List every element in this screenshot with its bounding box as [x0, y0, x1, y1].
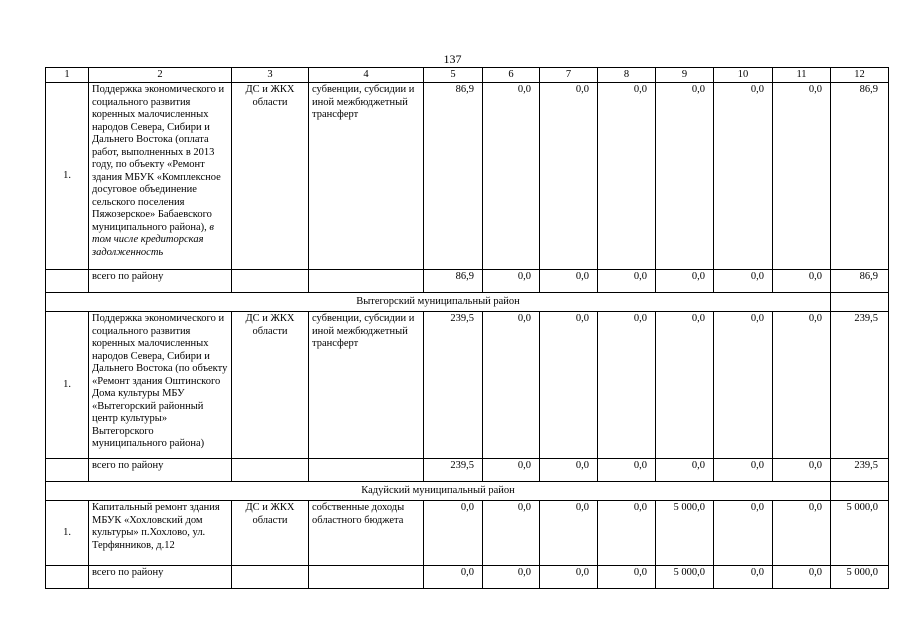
column-header: 4 [309, 68, 424, 83]
total-row [46, 459, 889, 482]
measure-name: Капитальный ремонт здания МБУК «Хохловский дом культуры» п.Хохлово, ул. Терфянников, д.12 [92, 502, 220, 551]
section-title: Кадуйский муниципальный район [46, 482, 831, 501]
department: ДС и ЖКХ области [232, 312, 309, 459]
amount-cell: 0,0 [598, 312, 656, 459]
amount-cell: 0,0 [714, 312, 773, 459]
total-amount-cell: 5 000,0 [656, 566, 714, 589]
total-empty-cell [232, 566, 309, 589]
row-number: 1. [46, 501, 89, 566]
amount-cell: 0,0 [773, 83, 831, 270]
section-title: Вытегорский муниципальный район [46, 293, 831, 312]
amount-cell: 0,0 [540, 501, 598, 566]
total-empty-cell [232, 270, 309, 293]
total-amount-cell: 0,0 [483, 459, 540, 482]
total-amount-cell: 0,0 [483, 270, 540, 293]
total-amount-cell: 0,0 [598, 459, 656, 482]
total-empty-cell [309, 566, 424, 589]
total-label: всего по району [89, 566, 232, 589]
amount-cell: 86,9 [424, 83, 483, 270]
column-header: 9 [656, 68, 714, 83]
total-amount-cell: 0,0 [714, 459, 773, 482]
column-number-row [46, 68, 889, 83]
row-number: 1. [46, 83, 89, 270]
amount-cell: 0,0 [540, 83, 598, 270]
column-header: 12 [831, 68, 889, 83]
total-amount-cell: 5 000,0 [831, 566, 889, 589]
section-row [46, 482, 889, 501]
total-amount-cell: 0,0 [656, 459, 714, 482]
data-row [46, 312, 889, 459]
total-amount-cell: 0,0 [540, 459, 598, 482]
amount-cell: 0,0 [656, 312, 714, 459]
amount-cell: 0,0 [540, 312, 598, 459]
column-header: 5 [424, 68, 483, 83]
funding-source: собственные доходы областного бюджета [309, 501, 424, 566]
funding-source: субвенции, субсидии и иной межбюджетный трансферт [309, 312, 424, 459]
total-amount-cell: 0,0 [424, 566, 483, 589]
total-row [46, 566, 889, 589]
total-amount-cell: 0,0 [714, 566, 773, 589]
measure-name-cell [89, 501, 232, 566]
total-amount-cell: 0,0 [773, 270, 831, 293]
amount-cell: 5 000,0 [831, 501, 889, 566]
amount-cell: 0,0 [773, 312, 831, 459]
total-label: всего по району [89, 459, 232, 482]
amount-cell: 0,0 [714, 501, 773, 566]
total-amount-cell: 0,0 [773, 566, 831, 589]
total-amount-cell: 239,5 [831, 459, 889, 482]
column-header: 11 [773, 68, 831, 83]
row-number: 1. [46, 312, 89, 459]
measure-name: Поддержка экономического и социального развития коренных малочисленных народов Севера, Сибири и Дальнего Востока (по объекту «Ремонт здания Оштинского Дома культуры МБУ «Вытегорский районный центр культуры» Вытегорского муниципального района) [92, 313, 228, 449]
amount-cell: 0,0 [656, 83, 714, 270]
budget-table [45, 67, 889, 589]
total-label: всего по району [89, 270, 232, 293]
amount-cell: 5 000,0 [656, 501, 714, 566]
funding-source: субвенции, субсидии и иной межбюджетный трансферт [309, 83, 424, 270]
department: ДС и ЖКХ области [232, 83, 309, 270]
measure-name-cell [89, 83, 232, 270]
department: ДС и ЖКХ области [232, 501, 309, 566]
total-amount-cell: 0,0 [540, 566, 598, 589]
column-header: 2 [89, 68, 232, 83]
amount-cell: 0,0 [483, 501, 540, 566]
column-header: 8 [598, 68, 656, 83]
amount-cell: 0,0 [598, 501, 656, 566]
total-amount-cell: 0,0 [483, 566, 540, 589]
total-empty-cell [232, 459, 309, 482]
amount-cell: 0,0 [714, 83, 773, 270]
page-number: 137 [443, 52, 462, 66]
measure-name: Поддержка экономического и социального развития коренных малочисленных народов Севера, Сибири и Дальнего Востока (оплата работ, выполненных в 2013 году, по объекту «Ремонт здания МБУК «Комплексное досуговое объединение сельского поселения Пяжозерское» Бабаевского муниципального района), [92, 84, 225, 233]
total-empty-cell [46, 566, 89, 589]
column-header: 10 [714, 68, 773, 83]
section-empty-cell [831, 293, 889, 312]
amount-cell: 0,0 [483, 83, 540, 270]
total-amount-cell: 0,0 [540, 270, 598, 293]
total-row [46, 270, 889, 293]
section-empty-cell [831, 482, 889, 501]
amount-cell: 239,5 [831, 312, 889, 459]
column-header: 3 [232, 68, 309, 83]
total-amount-cell: 0,0 [773, 459, 831, 482]
amount-cell: 0,0 [424, 501, 483, 566]
total-empty-cell [309, 270, 424, 293]
total-amount-cell: 86,9 [831, 270, 889, 293]
measure-name-cell [89, 312, 232, 459]
amount-cell: 239,5 [424, 312, 483, 459]
total-amount-cell: 0,0 [598, 566, 656, 589]
column-header: 6 [483, 68, 540, 83]
measure-name-italic: в том числе кредиторская задолженность [92, 221, 214, 258]
amount-cell: 0,0 [773, 501, 831, 566]
total-empty-cell [46, 270, 89, 293]
total-amount-cell: 0,0 [714, 270, 773, 293]
table-body [46, 68, 889, 589]
total-amount-cell: 86,9 [424, 270, 483, 293]
amount-cell: 86,9 [831, 83, 889, 270]
total-empty-cell [309, 459, 424, 482]
total-amount-cell: 239,5 [424, 459, 483, 482]
amount-cell: 0,0 [483, 312, 540, 459]
total-amount-cell: 0,0 [598, 270, 656, 293]
data-row [46, 501, 889, 566]
column-header: 1 [46, 68, 89, 83]
total-empty-cell [46, 459, 89, 482]
data-row [46, 83, 889, 270]
section-row [46, 293, 889, 312]
column-header: 7 [540, 68, 598, 83]
total-amount-cell: 0,0 [656, 270, 714, 293]
amount-cell: 0,0 [598, 83, 656, 270]
